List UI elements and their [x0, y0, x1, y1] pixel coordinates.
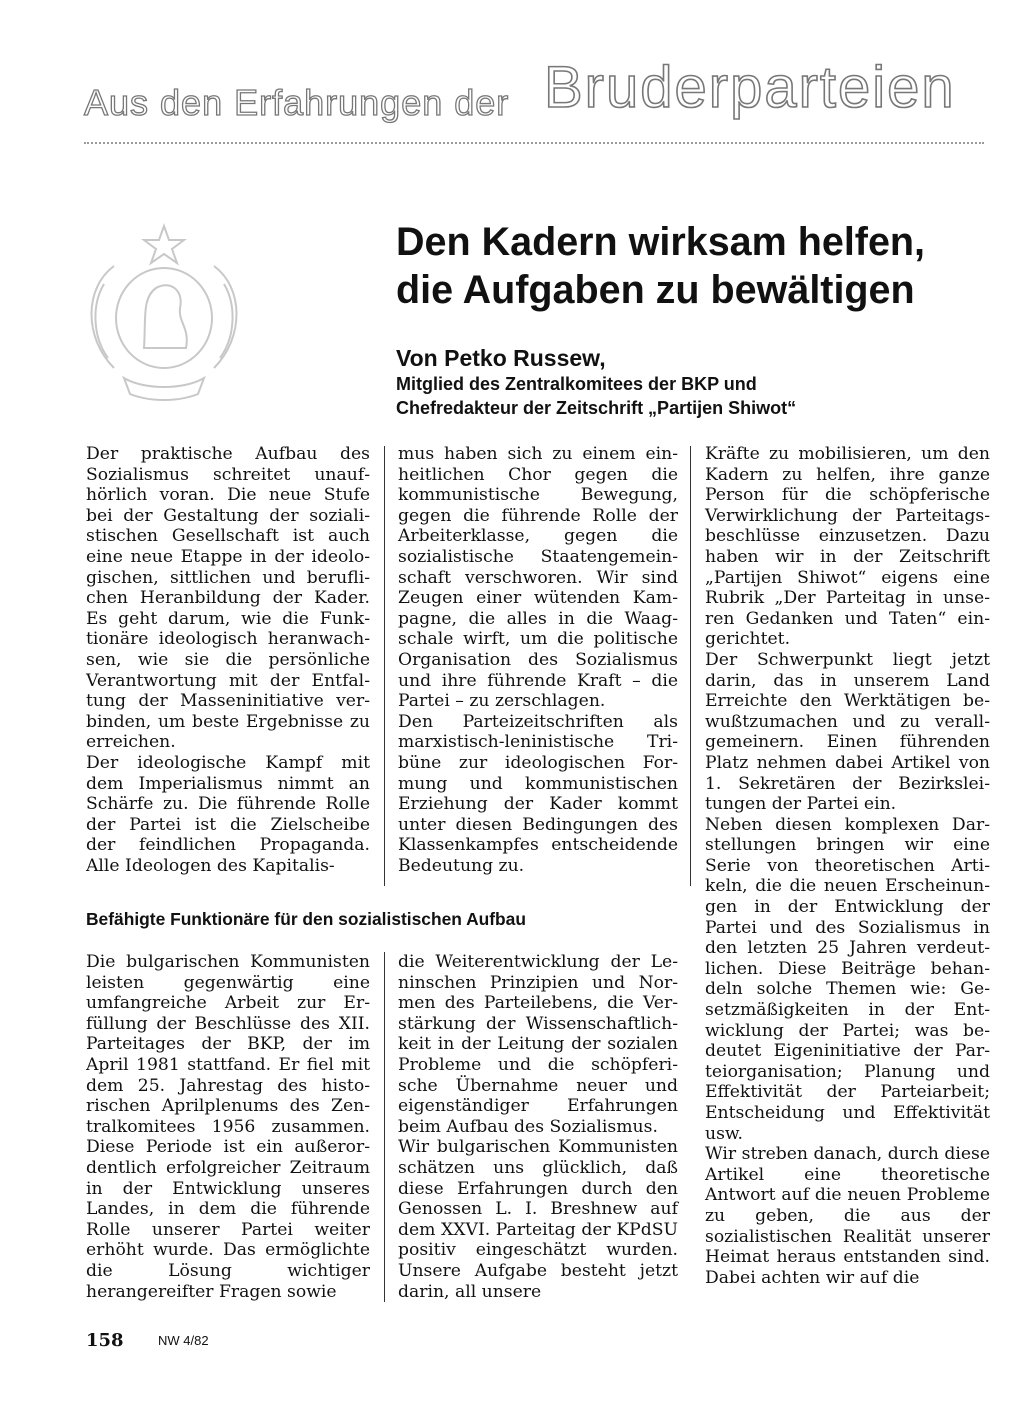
paragraph: Die bulgarischen Kommunisten leisten gegenwärtig eine umfangreiche Arbeit zur Erfüllung der Beschlüsse des XII. Parteitages der BKP, der im April 1981 stattfand. Er fiel mit dem 25. Jahrestag des historischen Aprilplenums des Zentralkomitees 1956 zusammen. Diese Periode ist ein außerordentlich erfolgreicher Zeitraum in der Entwicklung unseres Landes, in dem die führende Rolle unserer Partei weiter erhöht wurde. Das ermöglichte die Lösung wichtiger herangereifter Fragen sowie: [86, 952, 370, 1302]
article-headline: [396, 218, 996, 314]
column-divider: [384, 952, 385, 1302]
section-subhead: Befähigte Funktionäre für den sozialistischen Aufbau: [86, 909, 526, 929]
state-emblem-icon: [74, 218, 254, 408]
section-kicker-small: Aus den Erfahrungen der: [84, 82, 510, 123]
text-column-5: [398, 952, 678, 1302]
paragraph: die Weiterentwicklung der Leninschen Prinzipien und Normen des Parteilebens, die Verstärkung der Wissenschaftlichkeit in der Leitung der sozialen Probleme und die schöpferische Übernahme neuer und eigenständiger Erfahrungen beim Aufbau des Sozialismus.: [398, 952, 678, 1137]
section-header: [84, 55, 984, 138]
paragraph: Wir bulgarischen Kommunisten schätzen uns glücklich, daß diese Erfahrungen durch den Genossen L. I. Breshnew auf dem XXVI. Parteitag der KPdSU positiv eingeschätzt wurden. Unsere Aufgabe besteht jetzt darin, all unsere: [398, 1137, 678, 1302]
paragraph: Der Schwerpunkt liegt jetzt darin, das in unserem Land Erreichte den Werktätigen bewußtzumachen und zu verallgemeinern. Einen führenden Platz nehmen dabei Artikel von 1. Sekretären der Bezirksleitungen der Partei ein.: [705, 649, 990, 815]
paragraph: Den Parteizeitschriften als marxistisch-leninistische Tribüne zur ideologischen Formung und kommunistischen Erziehung der Kader kommt unter diesen Bedingungen des Klassenkampfes entscheidende Bedeutung zu.: [398, 711, 678, 876]
text-column-4: [86, 952, 370, 1302]
paragraph: mus haben sich zu einem einheitlichen Chor gegen die kommunistische Bewegung, gegen die führende Rolle der Arbeiterklasse, gegen die sozialistische Staatengemeinschaft verschworen. Wir sind Zeugen einer wütenden Kampagne, die alles in die Waagschale wirft, um die politische Organisation des Sozialismus und ihre führende Kraft – die Partei – zu zerschlagen.: [398, 444, 678, 712]
text-column-2: [398, 444, 678, 876]
text-column-1: [86, 444, 370, 876]
headline-line-2: die Aufgaben zu bewältigen: [396, 268, 915, 312]
headline-line-1: Den Kadern wirksam helfen,: [396, 220, 926, 264]
author-role-line-1: Mitglied des Zentralkomitees der BKP und: [396, 374, 757, 394]
author-role-line-2: Chefredakteur der Zeitschrift „Partijen Shiwot“: [396, 398, 797, 418]
paragraph: Der ideologische Kampf mit dem Imperialismus nimmt an Schärfe zu. Die führende Rolle der Partei ist die Zielscheibe der feindlichen Propaganda. Alle Ideologen des Kapitalis-: [86, 752, 370, 876]
header-dotted-rule: [84, 142, 984, 144]
paragraph: Neben diesen komplexen Darstellungen bringen wir eine Serie von theoretischen Artikeln, die die neuen Erscheinungen in der Entwicklung der Partei und des Sozialismus in den letzten 25 Jahren verdeutlichen. Diese Beiträge behandeln solche Themen wie: Gesetzmäßigkeiten in der Entwicklung der Partei; was bedeutet Eigeninitiative der Parteiorganisation; Planung und Effektivität der Parteiarbeit; Entscheidung und Effektivität usw.: [705, 814, 990, 1144]
author-name: Von Petko Russew,: [396, 345, 606, 371]
page-number: 158: [86, 1330, 124, 1351]
byline: [396, 344, 996, 420]
column-divider: [384, 446, 385, 886]
section-kicker-big: Bruderparteien: [544, 55, 956, 120]
paragraph: Der praktische Aufbau des Sozialismus schreitet unaufhörlich voran. Die neue Stufe bei der Gestaltung der sozialistischen Gesellschaft ist auch eine neue Etappe in der ideologischen, sittlichen und beruflichen Heranbildung der Kader. Es geht darum, wie die Funktionäre ideologisch heranwachsen, wie sie die persönliche Verantwortung mit der Entfaltung der Masseninitiative verbinden, um beste Ergebnisse zu erreichen.: [86, 444, 370, 753]
paragraph: Wir streben danach, durch diese Artikel eine theoretische Antwort auf die neuen Probleme zu geben, die aus der sozialistischen Realität unserer Heimat heraus entstanden sind. Dabei achten wir auf die: [705, 1144, 990, 1288]
column-divider: [690, 446, 691, 886]
issue-label: NW 4/82: [158, 1333, 209, 1348]
paragraph: Kräfte zu mobilisieren, um den Kadern zu helfen, ihre ganze Person für die schöpferische Verwirklichung der Parteitagsbeschlüsse einzusetzen. Dazu haben wir in der Zeitschrift „Partijen Shiwot“ eigens eine Rubrik „Der Parteitag in unseren Gedanken und Taten“ eingerichtet.: [705, 444, 990, 650]
text-column-3: [705, 444, 990, 1288]
